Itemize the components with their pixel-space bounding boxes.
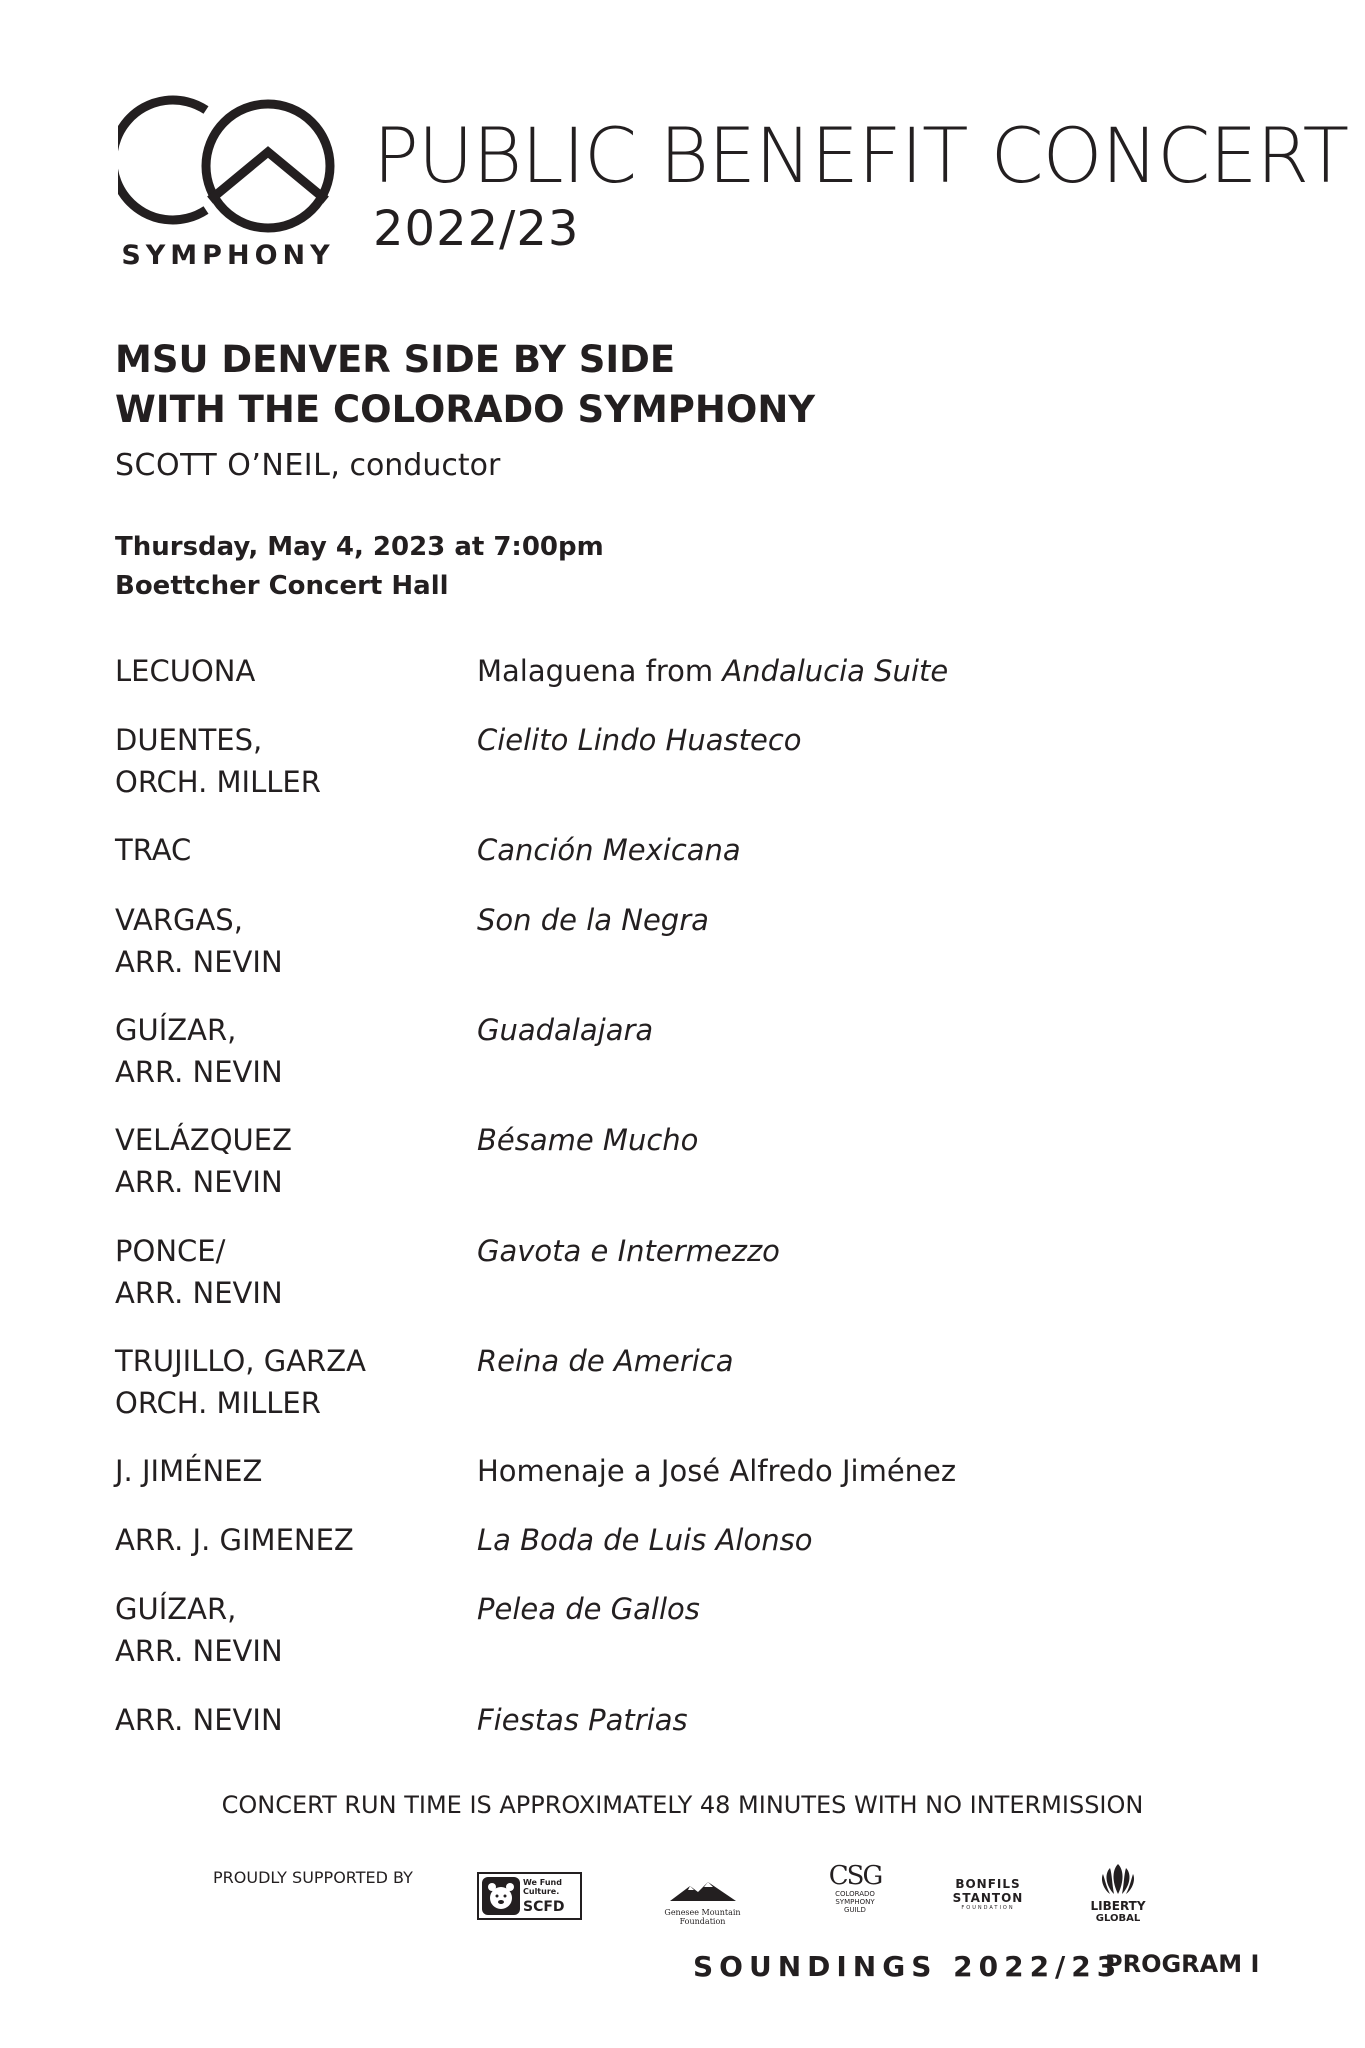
composer xyxy=(115,1699,475,1741)
work-title xyxy=(477,650,1277,692)
composer xyxy=(115,1009,475,1093)
program-number: PROGRAM I xyxy=(1105,1950,1260,1978)
work-italic: Son de la Negra xyxy=(477,903,709,937)
liberty-crest-icon xyxy=(1098,1862,1138,1896)
work-italic: Andalucia Suite xyxy=(722,654,949,688)
composer xyxy=(115,1588,475,1672)
sponsor-scfd-logo xyxy=(477,1872,582,1920)
concert-title xyxy=(115,335,815,435)
logo-wordmark: SYMPHONY xyxy=(121,240,335,271)
work-title xyxy=(477,1230,1277,1272)
scfd-tagline xyxy=(523,1878,562,1896)
supported-by-label: PROUDLY SUPPORTED BY xyxy=(213,1868,413,1887)
sponsor-csg-logo xyxy=(820,1862,890,1914)
composer-line: ARR. NEVIN xyxy=(115,1165,283,1199)
composer-line: LECUONA xyxy=(115,654,256,688)
work-plain: Malaguena from xyxy=(477,654,723,688)
liberty-line2: GLOBAL xyxy=(1095,1913,1141,1924)
genesee-name: Genesee Mountain Foundation xyxy=(664,1908,741,1926)
conductor-role: , conductor xyxy=(330,448,501,483)
sponsor-liberty-logo xyxy=(1083,1862,1153,1924)
composer-line: DUENTES, xyxy=(115,723,263,757)
composer xyxy=(115,1519,475,1561)
composer-line: J. JIMÉNEZ xyxy=(115,1454,263,1488)
work-title xyxy=(477,719,1277,761)
composer xyxy=(115,829,475,871)
work-title xyxy=(477,1009,1277,1051)
composer-line: ARR. NEVIN xyxy=(115,1703,283,1737)
csg-line3: GUILD xyxy=(844,1906,866,1914)
conductor-name: SCOTT O’NEIL xyxy=(115,448,331,483)
run-time-note: CONCERT RUN TIME IS APPROXIMATELY 48 MINUTES WITH NO INTERMISSION xyxy=(221,1791,1144,1819)
work-title xyxy=(477,1588,1277,1630)
composer xyxy=(115,719,475,803)
event-date: Thursday, May 4, 2023 at 7:00pm xyxy=(115,532,604,562)
bonfils-line1: BONFILS xyxy=(955,1877,1021,1891)
sponsor-bonfils-logo xyxy=(948,1877,1028,1911)
composer-line: ORCH. MILLER xyxy=(115,765,321,799)
work-italic: Fiestas Patrias xyxy=(477,1703,688,1737)
composer-line: TRUJILLO, GARZA xyxy=(115,1344,366,1378)
csg-line2: SYMPHONY xyxy=(835,1898,875,1906)
liberty-line1: LIBERTY xyxy=(1090,1899,1146,1913)
composer-line: ARR. NEVIN xyxy=(115,1634,283,1668)
work-title xyxy=(477,1519,1277,1561)
work-italic: Bésame Mucho xyxy=(477,1123,699,1157)
concert-title-line2: WITH THE COLORADO SYMPHONY xyxy=(115,388,816,431)
co-symphony-logo xyxy=(118,90,338,280)
work-plain: Homenaje a José Alfredo Jiménez xyxy=(477,1454,957,1488)
publication-title: SOUNDINGS 2022/23 xyxy=(693,1950,1123,1983)
concert-title-line1: MSU DENVER SIDE BY SIDE xyxy=(115,338,676,381)
composer-line: ORCH. MILLER xyxy=(115,1386,321,1420)
csg-line1: COLORADO xyxy=(835,1890,875,1898)
composer-line: GUÍZAR, xyxy=(115,1592,237,1626)
composer-line: ARR. NEVIN xyxy=(115,945,283,979)
sponsor-genesee-logo xyxy=(645,1880,760,1926)
work-italic: Cielito Lindo Huasteco xyxy=(477,723,802,757)
bear-icon xyxy=(482,1877,520,1915)
event-details xyxy=(115,528,604,606)
work-italic: Reina de America xyxy=(477,1344,734,1378)
work-italic: Gavota e Intermezzo xyxy=(477,1234,780,1268)
csg-monogram: CSG xyxy=(828,1861,882,1891)
work-title xyxy=(477,1340,1277,1382)
page-title: PUBLIC BENEFIT CONCERT xyxy=(373,111,1349,200)
work-title xyxy=(477,829,1277,871)
composer xyxy=(115,1119,475,1203)
bonfils-line3: FOUNDATION xyxy=(961,1905,1015,1911)
work-italic: La Boda de Luis Alonso xyxy=(477,1523,813,1557)
composer xyxy=(115,899,475,983)
composer-line: GUÍZAR, xyxy=(115,1013,237,1047)
scfd-tagline-1: We Fund xyxy=(523,1878,562,1887)
conductor-credit xyxy=(115,448,500,483)
composer-line: VARGAS, xyxy=(115,903,243,937)
scfd-tagline-2: Culture. xyxy=(523,1887,560,1896)
composer xyxy=(115,1230,475,1314)
work-italic: Pelea de Gallos xyxy=(477,1592,700,1626)
composer-line: ARR. NEVIN xyxy=(115,1276,283,1310)
composer-line: VELÁZQUEZ xyxy=(115,1123,292,1157)
work-title xyxy=(477,899,1277,941)
scfd-name: SCFD xyxy=(523,1899,565,1915)
composer-line: TRAC xyxy=(115,833,192,867)
composer xyxy=(115,1450,475,1492)
work-title xyxy=(477,1699,1277,1741)
event-venue: Boettcher Concert Hall xyxy=(115,571,449,601)
work-title xyxy=(477,1450,1277,1492)
composer xyxy=(115,650,475,692)
co-logo-icon xyxy=(118,90,338,240)
season-label: 2022/23 xyxy=(373,201,580,257)
composer-line: ARR. J. GIMENEZ xyxy=(115,1523,354,1557)
work-italic: Canción Mexicana xyxy=(477,833,741,867)
work-title xyxy=(477,1119,1277,1161)
mountain-icon xyxy=(668,1880,738,1902)
composer xyxy=(115,1340,475,1424)
composer-line: PONCE/ xyxy=(115,1234,226,1268)
composer-line: ARR. NEVIN xyxy=(115,1055,283,1089)
bonfils-line2: STANTON xyxy=(952,1891,1024,1905)
work-italic: Guadalajara xyxy=(477,1013,654,1047)
